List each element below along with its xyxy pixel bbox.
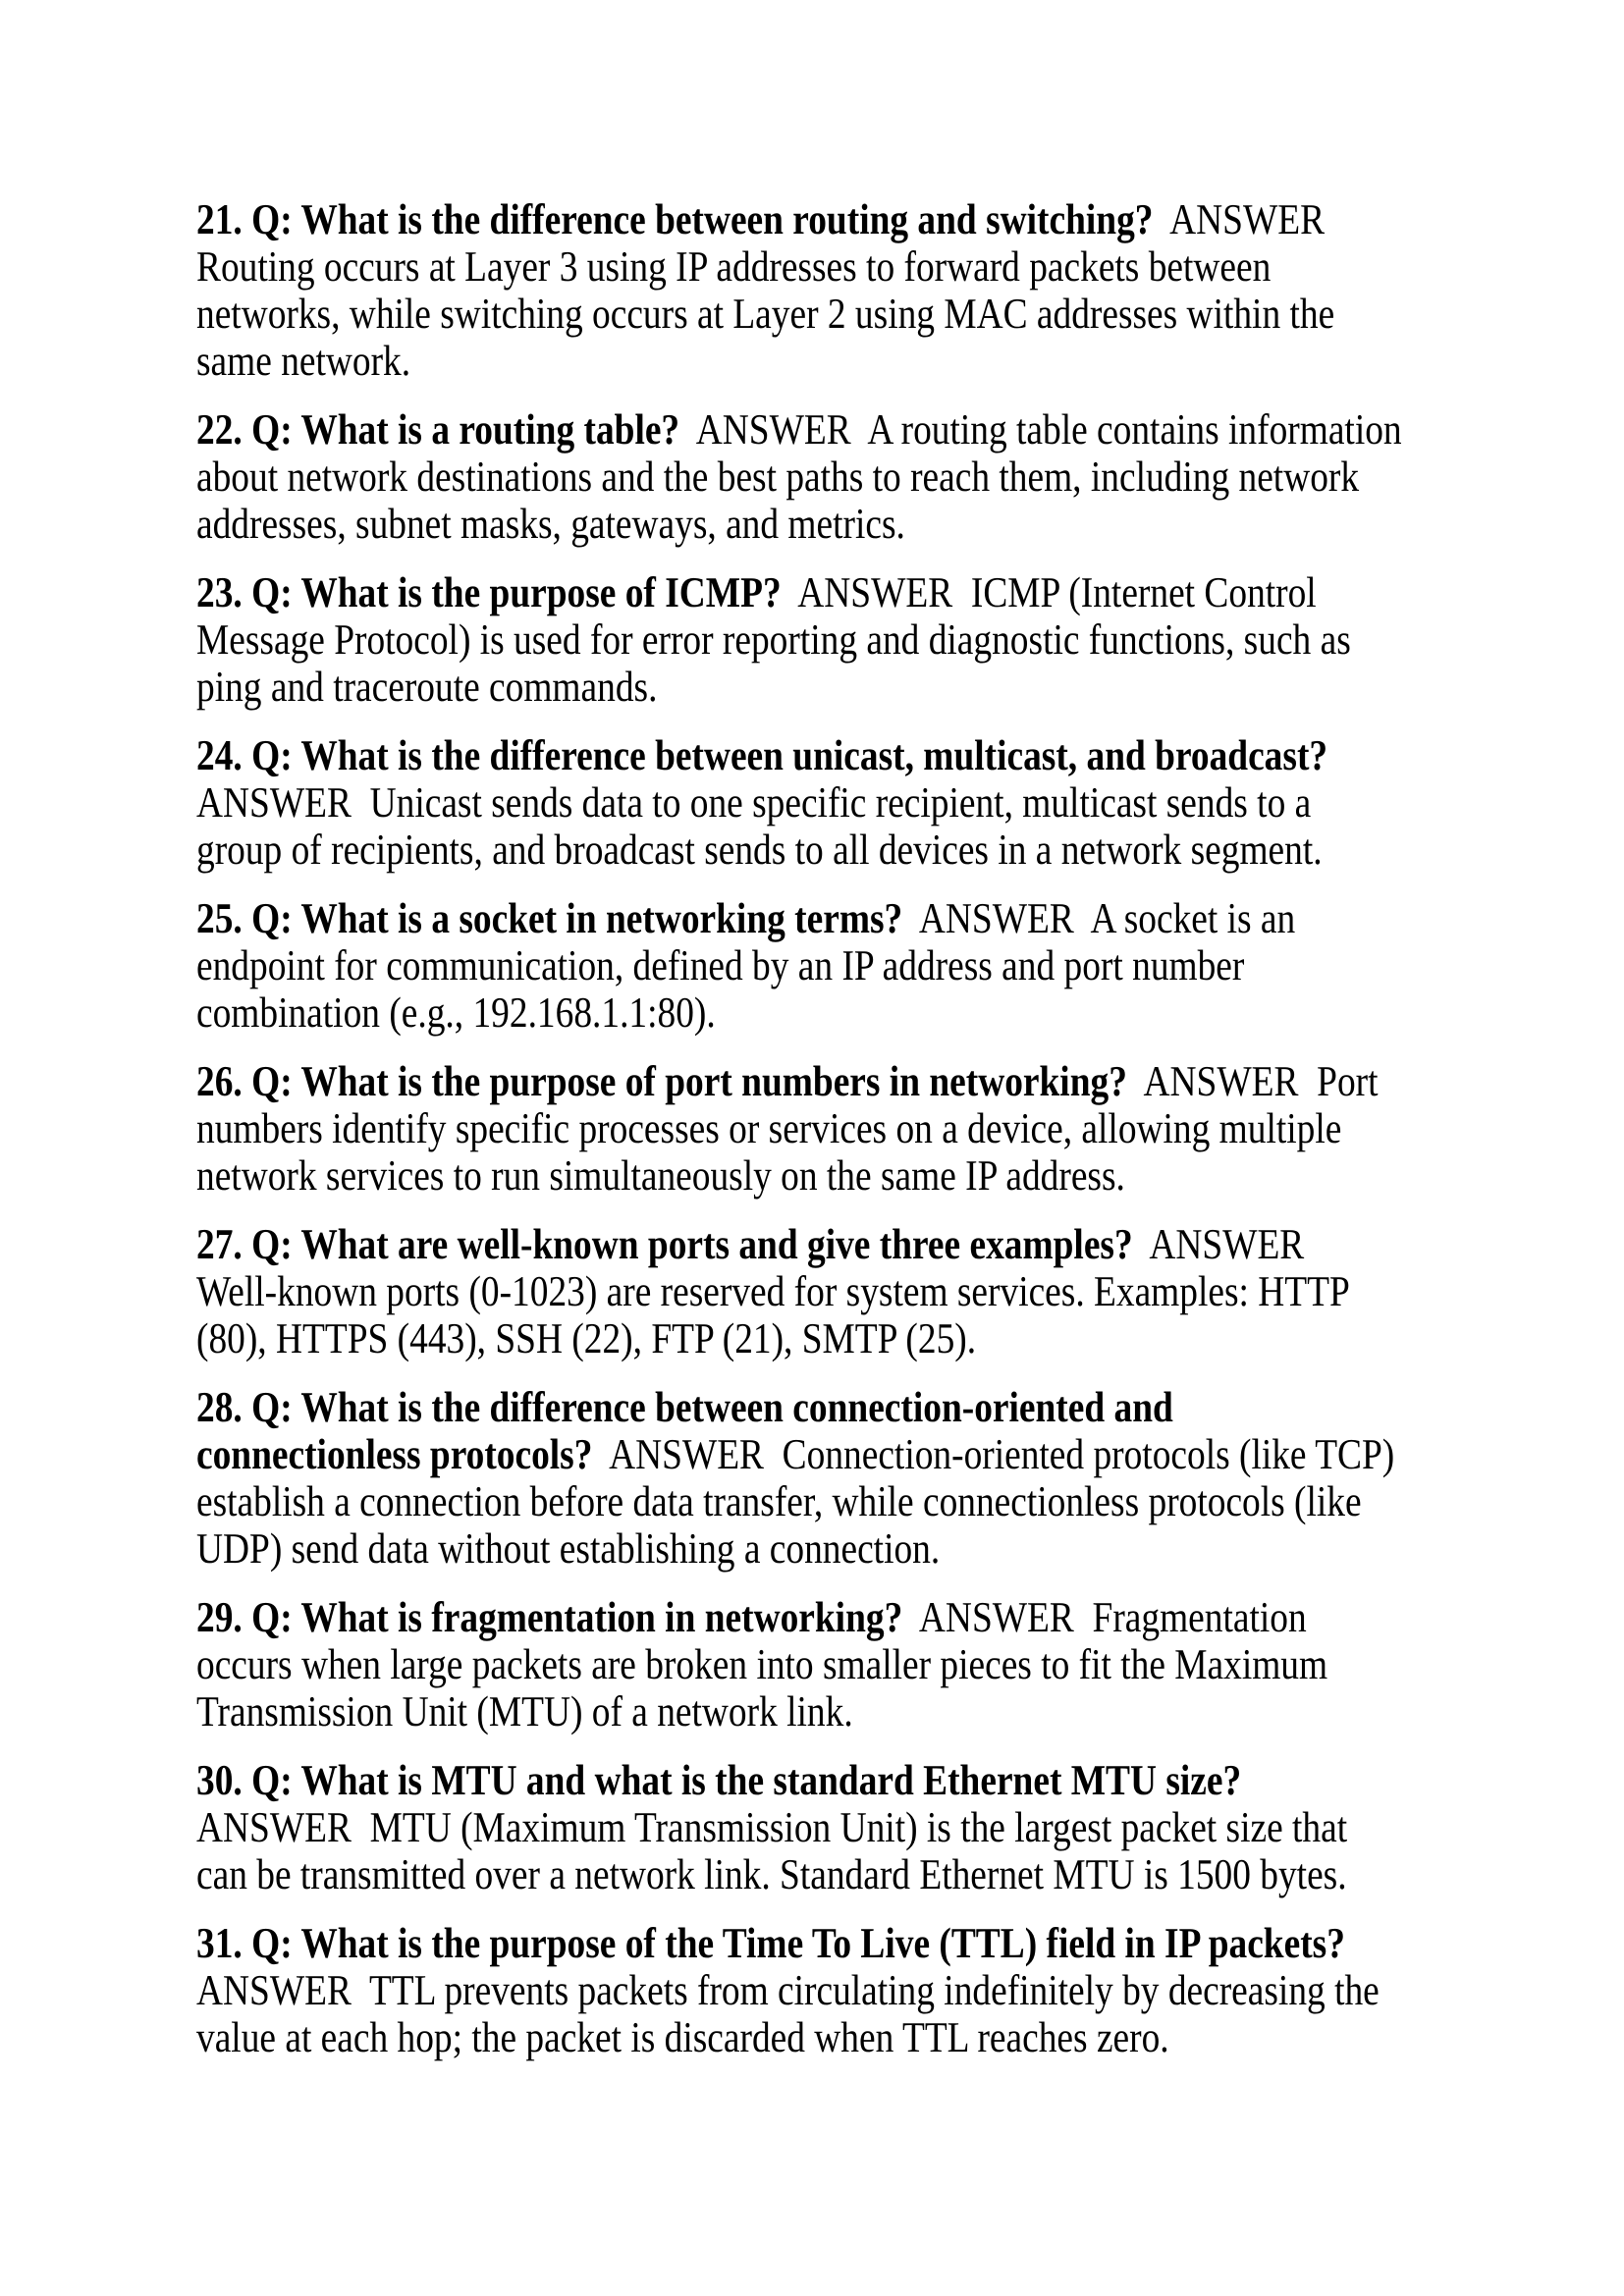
question-text: 24. Q: What is the difference between unicast, multicast, and broadcast? bbox=[196, 731, 1328, 779]
answer-label: ANSWER bbox=[1169, 195, 1326, 243]
qa-item-21 bbox=[196, 196, 1402, 385]
qa-separator bbox=[1304, 1220, 1322, 1268]
text-block bbox=[196, 195, 1411, 2061]
qa-separator bbox=[352, 1966, 369, 2014]
answer-label: ANSWER bbox=[196, 1803, 352, 1851]
question-text: 31. Q: What is the purpose of the Time To Live (TTL) field in IP packets? bbox=[196, 1919, 1345, 1967]
qa-separator bbox=[352, 778, 370, 827]
qa-item-31 bbox=[196, 1920, 1402, 2061]
answer-text: Well-known ports (0-1023) are reserved for system services. Examples: HTTP (80), HTTPS (443), SSH (22), FTP (21), SMTP (25). bbox=[196, 1267, 1358, 1362]
qa-item-30 bbox=[196, 1757, 1402, 1898]
qa-separator bbox=[1153, 195, 1169, 243]
qa-separator bbox=[902, 894, 919, 942]
answer-label: ANSWER bbox=[695, 405, 851, 454]
qa-separator bbox=[1345, 1919, 1362, 1967]
qa-separator bbox=[902, 1593, 919, 1641]
question-text: 26. Q: What is the purpose of port numbers in networking? bbox=[196, 1057, 1127, 1105]
answer-text: Unicast sends data to one specific recipient, multicast sends to a group of recipients, and broadcast sends to all devices in a network segment. bbox=[196, 778, 1323, 874]
answer-label: ANSWER bbox=[1143, 1057, 1299, 1105]
answer-label: ANSWER bbox=[918, 1593, 1074, 1641]
qa-item-29 bbox=[196, 1594, 1402, 1735]
qa-separator bbox=[1133, 1220, 1150, 1268]
answer-text: Port numbers identify specific processes or services on a device, allowing multiple network services to run simultaneously on the same IP address. bbox=[196, 1057, 1387, 1200]
question-text: 30. Q: What is MTU and what is the standard Ethernet MTU size? bbox=[196, 1756, 1242, 1804]
qa-separator bbox=[1127, 1057, 1144, 1105]
qa-item-25 bbox=[196, 895, 1402, 1037]
qa-separator bbox=[1325, 195, 1343, 243]
answer-text: Fragmentation occurs when large packets are broken into smaller pieces to fit the Maximum Transmission Unit (MTU) of a network link. bbox=[196, 1593, 1336, 1735]
qa-separator bbox=[1327, 731, 1344, 779]
answer-label: ANSWER bbox=[196, 778, 352, 827]
qa-separator bbox=[764, 1430, 783, 1478]
answer-text: A routing table contains information about network destinations and the best paths to reach them, including network addresses, subnet masks, gateways, and metrics. bbox=[196, 405, 1411, 548]
qa-separator bbox=[1074, 894, 1091, 942]
question-text: 23. Q: What is the purpose of ICMP? bbox=[196, 568, 782, 616]
qa-separator bbox=[592, 1430, 609, 1478]
answer-text: Routing occurs at Layer 3 using IP addresses to forward packets between networks, while switching occurs at Layer 2 using MAC addresses within the same network. bbox=[196, 242, 1344, 385]
answer-label: ANSWER bbox=[797, 568, 953, 616]
answer-text: A socket is an endpoint for communication, defined by an IP address and port number combination (e.g., 192.168.1.1:80). bbox=[196, 894, 1305, 1037]
question-text: 21. Q: What is the difference between routing and switching? bbox=[196, 195, 1154, 243]
answer-text: MTU (Maximum Transmission Unit) is the largest packet size that can be transmitted over a network link. Standard Ethernet MTU is 1500 bytes. bbox=[196, 1803, 1357, 1898]
question-text: 28. Q: What is the difference between connection-oriented and connectionless protocols? bbox=[196, 1383, 1183, 1478]
qa-separator bbox=[352, 1803, 370, 1851]
qa-separator bbox=[679, 405, 696, 454]
answer-label: ANSWER bbox=[1149, 1220, 1305, 1268]
answer-text: ICMP (Internet Control Message Protocol) is used for error reporting and diagnostic functions, such as ping and traceroute commands. bbox=[196, 568, 1361, 711]
answer-text: Connection-oriented protocols (like TCP) establish a connection before data transfer, while connectionless protocols (like UDP) send data without establishing a connection. bbox=[196, 1430, 1404, 1573]
qa-item-22 bbox=[196, 405, 1411, 548]
qa-separator bbox=[1241, 1756, 1258, 1804]
question-text: 22. Q: What is a routing table? bbox=[196, 405, 680, 454]
qa-item-23 bbox=[196, 569, 1402, 711]
question-text: 29. Q: What is fragmentation in networking? bbox=[196, 1593, 903, 1641]
qa-item-26 bbox=[196, 1058, 1402, 1200]
answer-label: ANSWER bbox=[918, 894, 1074, 942]
qa-item-24 bbox=[196, 732, 1402, 874]
answer-label: ANSWER bbox=[196, 1966, 352, 2014]
qa-item-28 bbox=[196, 1384, 1402, 1573]
qa-separator bbox=[1298, 1057, 1317, 1105]
qa-separator bbox=[851, 405, 868, 454]
question-text: 25. Q: What is a socket in networking terms? bbox=[196, 894, 903, 942]
answer-text: TTL prevents packets from circulating indefinitely by decreasing the value at each hop; the packet is discarded when TTL reaches zero. bbox=[196, 1966, 1389, 2061]
question-text: 27. Q: What are well-known ports and give three examples? bbox=[196, 1220, 1133, 1268]
answer-label: ANSWER bbox=[609, 1430, 764, 1478]
qa-separator bbox=[1074, 1593, 1093, 1641]
qa-item-27 bbox=[196, 1221, 1402, 1362]
qa-separator bbox=[782, 568, 798, 616]
qa-separator bbox=[952, 568, 971, 616]
